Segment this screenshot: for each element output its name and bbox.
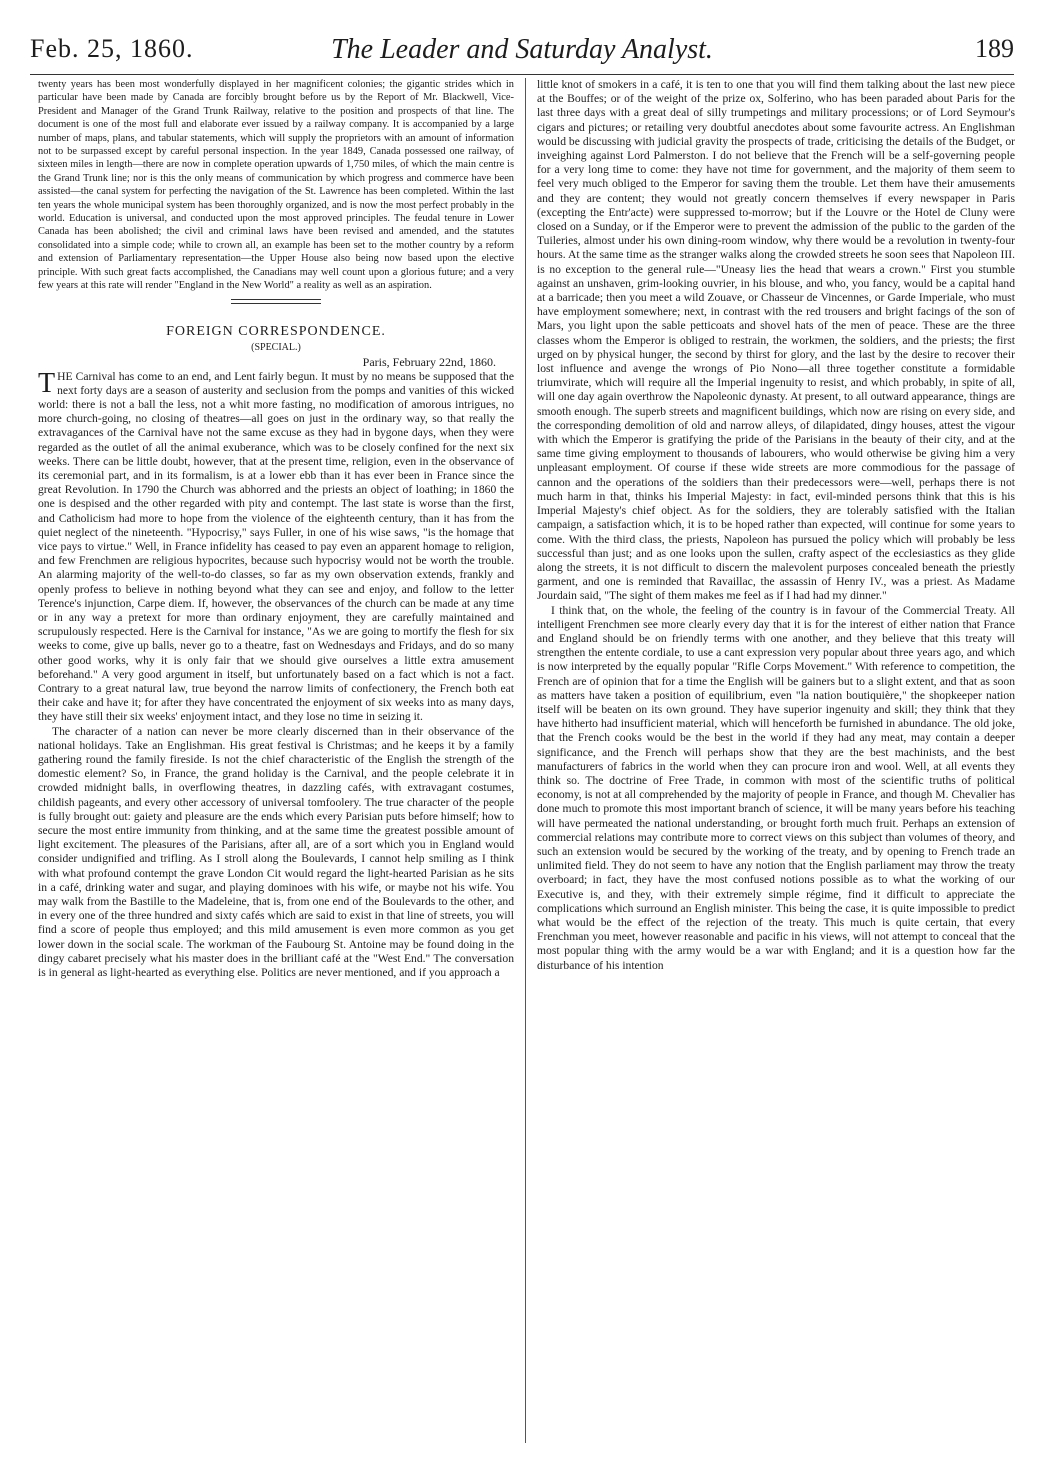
publication-title: The Leader and Saturday Analyst.	[331, 34, 713, 65]
section-subtitle: (SPECIAL.)	[251, 341, 301, 353]
left-column	[38, 78, 514, 980]
column-divider	[525, 78, 526, 1443]
section-separator	[231, 299, 321, 304]
drop-cap: T	[38, 367, 56, 399]
page-number: 189	[975, 34, 1014, 63]
article-paragraph: I think that, on the whole, the feeling of the country is in favour of the Commercial Treaty. All intelligent Frenchmen see more clearly every day that it is for the interest of either nation that France and England should be on friendly terms with one another, and they believe that this treaty will strengthen the entente cordiale, to use a cant expression very popular about three years ago, and which is now interpreted by the equally popular "Rifle Corps Movement." With reference to competition, the French are of opinion that for a time the English will be gainers but to a slight extent, and that as soon as matters have taken a position of equilibrium, even "la nation boutiquière," the shopkeeper nation itself will be beaten on its own ground. They have superior ingenuity and skill; they think that they have hitherto had insufficient material, which will henceforth be furnished in abundance. The old joke, that the French cooks would be the best in the world if they had any meat, may contain a deeper significance, and the French will perhaps show that they are the best machinists, and the best manufacturers of fabrics in the world when they can procure iron and wool. Well, at all events they think so. The doctrine of Free Trade, in common with most of the scientific truths of political economy, is not at all comprehended by the majority of people in France, and though M. Chevalier has done much to promote this most important branch of science, it will be many years before his teaching will have permeated the national understanding, or brought forth much fruit. Perhaps an extension of commercial relations may contribute more to correct views on this subject than volumes of theory, and such an extension would be secured by the working of the treaty, and by opening to French trade an unlimited field. They do not seem to have any notion that the English parliament may throw the treaty overboard; in fact, they have the most confused notions possible as to what the working of our Executive is, and they, with their extremely simple régime, find it difficult to appreciate the complications which surround an English minister. This being the case, it is quite impossible to predict what would be the effect of the rejection of the treaty. This much is quite certain, that every Frenchman you meet, however reasonable and pacific in his views, will not attempt to conceal that the most popular thing with the army would be a war with England; and it is a question how far the disturbance of his intention	[537, 603, 1015, 972]
right-column	[537, 78, 1015, 973]
header-rule	[30, 74, 1014, 75]
article-paragraph: little knot of smokers in a café, it is ten to one that you will find them talking about the last new piece at the Bouffes; or of the weight of the prize ox, Solferino, who has been paraded about Paris for the last three days with a great deal of silly trumpetings and military processions; or of Lord Seymour's cigars and pictures; or retailing very doubtful anecdotes about some favourite actress. An Englishman would be discussing with judicial gravity the prospects of trade, criticising the details of the Budget, or inveighing against Lord Palmerston. I do not believe that the French will be a self-governing people for a very long time to come: they have not time for government, and the majority of them seem to feel very much obliged to the Emperor for saving them the trouble. Let them have their amusements and they are content; they would not greatly concern themselves if every newspaper in Paris (excepting the Entr'acte) were suppressed to-morrow; but if the Louvre or the Hotel de Cluny were closed on a Sunday, or if the Emperor were to prevent the admission of the public to the garden of the Tuileries, almost under his own dining-room window, why there would be a revolution in twenty-four hours. At the same time as the stranger walks along the crowded streets he soon sees that Napoleon III. is no exception to the general rule—"Uneasy lies the head that wears a crown." First you stumble against an unshaven, grim-looking ouvrier, in his blouse, and who, you fancy, would be a capital hand at a barricade; then you meet a wild Zouave, or Chasseur de Vincennes, or Garde Imperiale, who must have employment somewhere; next, in contrast with the red trousers and bright facings of the son of Mars, you light upon the sable petticoats and shovel hats of the men of peace. These are the three classes whom the Emperor is obliged to restrain, the workmen, the soldiers, and the priests; the first urged on by physical hunger, the second by thirst for glory, and the last by the desire to recover their lost influence and avenge the wrongs of Pio Nono—all three together constitute a formidable triumvirate, which will require all the Imperial ingenuity to resist, and which probably, in spite of all, will one day again overthrow the Napoleonic dynasty. At present, to all outward appearance, things are smooth enough. The superb streets and magnificent buildings, which now are rising on every side, and the corresponding demolition of old and narrow alleys, of dilapidated, dingy houses, attest the vigour with which the Emperor is gratifying the pride of the Parisians in the beauty of their city, and at the same time giving employment to thousands of labourers, who would otherwise be giving him a very unpleasant employment. Of course if these wide streets are more commodious for the passage of cannon and the operations of the soldiers than their predecessors were—well, perhaps there is not much harm in that, thinks his Imperial Majesty: in fact, evil-minded persons think that this is his Imperial Majesty's chief object. As for the soldiers, they are tolerably satisfied with the Italian campaign, a satisfaction which, it is to be hoped rather than expected, will continue for some years to come. With the third class, the priests, Napoleon has pursued the policy which will probably be less successful than just; and as one looks upon the sullen, crafty aspect of the ecclesiastics as they glide along the streets, it is not difficult to discern the malevolent purposes concealed beneath the priestly garment, and one is reminded that Ravaillac, the assassin of Henry IV., was a priest. As Madame Jourdain said, "The sight of them makes me feel as if I had had my dinner."	[537, 78, 1015, 603]
article-paragraph	[38, 367, 514, 725]
issue-date: Feb. 25, 1860.	[30, 34, 194, 63]
section-title: FOREIGN CORRESPONDENCE.	[166, 323, 386, 339]
dateline: Paris, February 22nd, 1860.	[362, 354, 496, 369]
canada-article-continued: twenty years has been most wonderfully displayed in her magnificent colonies; the gigantic strides which in particular have been made by Canada are forcibly brought before us by the Report of Mr. Blackwell, Vice-President and Manager of the Grand Trunk Railway, relative to the position and prospects of that line. The document is one of the most full and elaborate ever issued by a railway company. It is accompanied by a large number of maps, plans, and tabular statements, which will supply the proprietors with an amount of information not to be surpassed except by careful personal inspection. In the year 1849, Canada possessed one railway, of sixteen miles in length—there are now in complete operation upwards of 1,750 miles, of which the main centre is the Grand Trunk line; nor is this the only means of communication by which progress and commerce have been assisted—the canal system for perfecting the navigation of the St. Lawrence has been completed. Within the last ten years the whole municipal system has been thoroughly organized, and is now the most perfect probably in the world. Education is universal, and conducted upon the most approved principles. The feudal tenure in Lower Canada has been abolished; the civil and criminal laws have been revised and amended, and the statutes consolidated into a simple code; while to crown all, an example has been set to the mother country by a reform and extension of Parliamentary representation—the Upper House also being now based upon the elective principle. With such great facts accomplished, the Canadians may well count upon a glorious future; and a very few years at this rate will render "England in the New World" a reality as well as an aspiration.	[38, 79, 514, 292]
paragraph-text: HE Carnival has come to an end, and Lent fairly begun. It must by no means be supposed that the next forty days are a season of austerity and seclusion from the pomps and vanities of this wicked world: there is not a ball the less, not a whit more fasting, no modification of amorous intrigues, no more church-going, no closing of theatres—all goes on just in the ordinary way, so that really the extravagances of the Carnival have not the same excuse as they had in bygone days, when they were regarded as the outlet of all the animal exuberance, which was to be closely confined for the next six weeks. There can be little doubt, however, that at the present time, religion, even in the observance of its ceremonial part, and in its formalism, is at a lower ebb than it has ever been in France since the great Revolution. In 1790 the Church was abhorred and the priests an object of loathing; in 1860 the one is despised and the other regarded with pity and contempt. The last state is worse than the first, and Catholicism had more to hope from the violence of the eighteenth century, than it has from the quiet neglect of the nineteenth. "Hypocrisy," says Fuller, in one of his wise saws, "is the homage that vice pays to virtue." Well, in France infidelity has ceased to pay even an apparent homage to religion, and few Frenchmen are religious hypocrites, because such hypocrisy would not be worth the trouble. An alarming majority of the well-to-do classes, so far as my own observation extends, frankly and openly profess to believe in nothing beyond what they can see and enjoy, and follow to the letter Terence's injunction, Carpe diem. If, however, the observances of the church can be made at any time or in any way a pretext for more than ordinary enjoyment, they are carefully maintained and scrupulously respected. Here is the Carnival for instance, "As we are going to mortify the flesh for six weeks to come, give up balls, never go to a theatre, fast on Wednesdays and Fridays, and do so many other good works, why it is only fair that we should give ourselves a little extra amusement beforehand." A very good argument in itself, but unfortunately based on a fact which is not a fact. Contrary to a great natural law, true beyond the narrow limits of confectionery, the French both eat their cake and have it; for after they have concentrated the enjoyment of six weeks into as many days, they have still their six weeks' enjoyment intact, and they lose no time in seizing it.	[38, 369, 514, 724]
article-paragraph: The character of a nation can never be more clearly discerned than in their observance of the national holidays. Take an Englishman. His great festival is Christmas; and he keeps it by a family gathering round the family fireside. Is not the chief characteristic of the English the strength of the domestic element? So, in France, the grand holiday is the Carnival, and the people celebrate it in crowded midnight balls, in overflowing theatres, in dazzling cafés, with extravagant costumes, childish pageants, and every other accessory of universal tomfoolery. The true character of the people is fully brought out: gaiety and pleasure are the ends which every Parisian puts before himself; how to secure the most entire immunity from thinking, and at the same time the greatest possible amount of light excitement. The pleasures of the Parisians, after all, are of a sort which you in England would consider undignified and trifling. As I stroll along the Boulevards, I cannot help smiling as I think with what profound contempt the grave London Cit would regard the light-hearted Parisian as he sits in a café, drinking water and sugar, and playing dominoes with his wife, or maybe not his wife. You may walk from the Bastille to the Madeleine, that is, from one end of the Boulevards to the other, and in every one of the three hundred and sixty cafés which are said to exist in that line of streets, you will find a score of people thus employed; and this mild amusement is even more common as you get lower down in the social scale. The workman of the Faubourg St. Antoine may be found doing in the dingy cabaret precisely what his master does in the brilliant café at the "West End." The conversation is in general as light-hearted as everything else. Politics are never mentioned, and if you approach a	[38, 724, 514, 980]
page-header	[30, 34, 1014, 74]
